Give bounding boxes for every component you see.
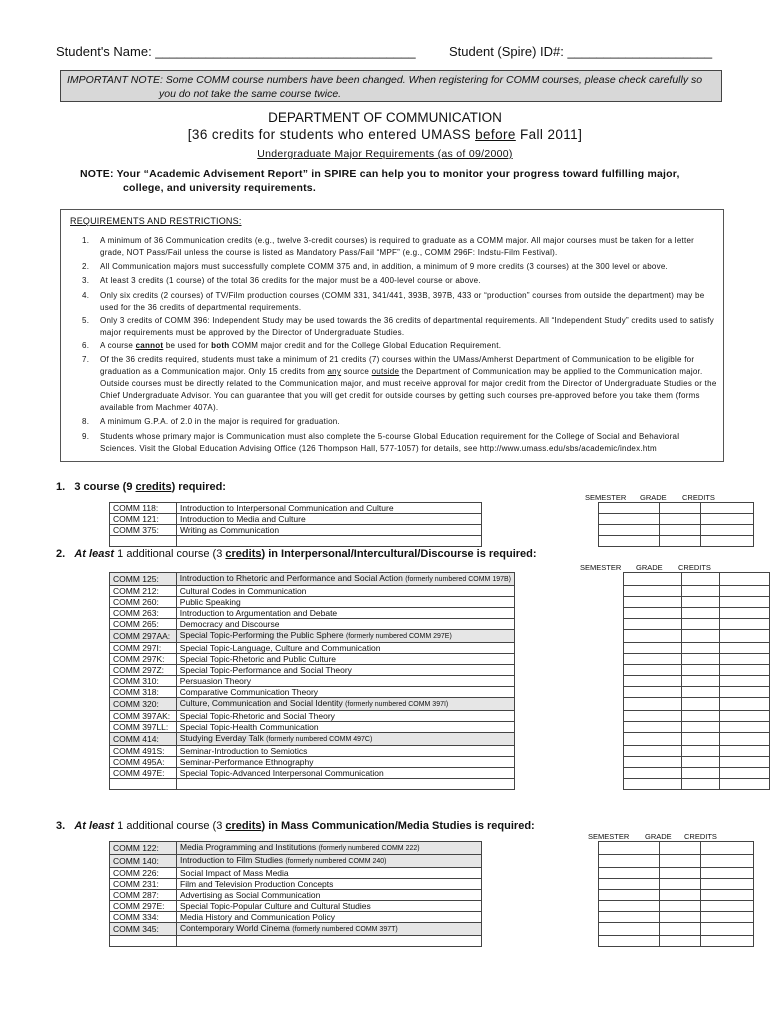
course-row bbox=[110, 586, 770, 597]
course-row bbox=[110, 923, 754, 936]
former-number-note: (formerly numbered COMM 240) bbox=[285, 858, 387, 865]
semester-cell[interactable] bbox=[624, 687, 681, 698]
course-code: COMM 297Z: bbox=[110, 665, 177, 676]
credits-cell[interactable] bbox=[720, 573, 770, 586]
semester-column-header: SEMESTER bbox=[588, 832, 630, 841]
grade-cell[interactable] bbox=[681, 676, 720, 687]
semester-cell[interactable] bbox=[599, 890, 660, 901]
credits-cell[interactable] bbox=[720, 665, 770, 676]
course-code: COMM 140: bbox=[110, 855, 177, 868]
grade-cell[interactable] bbox=[681, 733, 720, 746]
empty-cell bbox=[482, 936, 599, 947]
spacer bbox=[515, 722, 624, 733]
spacer bbox=[515, 654, 624, 665]
semester-cell[interactable] bbox=[624, 733, 681, 746]
course-row bbox=[110, 573, 770, 586]
course-name: Social Impact of Mass Media bbox=[177, 868, 482, 879]
course-code: COMM 345: bbox=[110, 923, 177, 936]
course-name: Special Topic-Rhetoric and Social Theory bbox=[176, 711, 514, 722]
requirement-item: 9. Students whose primary major is Communication must also complete the 5-course Global Education requirement for the College of Social and Behavioral Sciences. Visit the Global Education Advising Office (126 Thompson Hall, 577-1057) for details, see http://www.umass.edu/sbs/academic/index.htm bbox=[82, 432, 680, 453]
requirement-item: 2. All Communication majors must successfully complete COMM 375 and, in addition, a minimum of 9 more credits (3 courses) at the 300 level or above. bbox=[82, 262, 669, 271]
course-name: Special Topic-Health Communication bbox=[176, 722, 514, 733]
spacer bbox=[482, 525, 599, 536]
course-name: Special Topic-Language, Culture and Communication bbox=[176, 643, 514, 654]
course-code: COMM 297K: bbox=[110, 654, 177, 665]
semester-cell[interactable] bbox=[624, 654, 681, 665]
empty-cell bbox=[177, 536, 482, 547]
empty-cell bbox=[701, 936, 754, 947]
empty-cell bbox=[515, 779, 624, 790]
course-code: COMM 320: bbox=[110, 698, 177, 711]
former-number-note: (formerly numbered COMM 397T) bbox=[292, 926, 398, 933]
grade-cell[interactable] bbox=[660, 514, 701, 525]
requirement-item: 1. A minimum of 36 Communication credits (e.g., twelve 3-credit courses) is required to graduate as a COMM major. All major courses must be taken for a letter grade, NOT Pass/Fail unless the course is listed as Mandatory Pass/Fail “MPF” (e.g., COMM 296F: Indstu-Film Festival). bbox=[82, 236, 695, 257]
semester-cell[interactable] bbox=[624, 573, 681, 586]
semester-cell[interactable] bbox=[624, 608, 681, 619]
credits-cell[interactable] bbox=[720, 597, 770, 608]
grade-cell[interactable] bbox=[681, 687, 720, 698]
course-row bbox=[110, 711, 770, 722]
empty-cell bbox=[720, 779, 770, 790]
credits-cell[interactable] bbox=[720, 586, 770, 597]
course-row bbox=[110, 654, 770, 665]
course-code: COMM 122: bbox=[110, 842, 177, 855]
spacer bbox=[515, 757, 624, 768]
semester-cell[interactable] bbox=[624, 619, 681, 630]
grade-cell[interactable] bbox=[681, 608, 720, 619]
course-code: COMM 121: bbox=[110, 514, 177, 525]
spacer bbox=[482, 855, 599, 868]
empty-cell bbox=[681, 779, 720, 790]
course-row bbox=[110, 676, 770, 687]
empty-cell bbox=[660, 536, 701, 547]
semester-cell[interactable] bbox=[599, 855, 660, 868]
credits-cell[interactable] bbox=[701, 901, 754, 912]
credits-cell[interactable] bbox=[720, 768, 770, 779]
grade-cell[interactable] bbox=[660, 923, 701, 936]
course-code: COMM 397LL: bbox=[110, 722, 177, 733]
grade-cell[interactable] bbox=[681, 630, 720, 643]
spacer bbox=[482, 503, 599, 514]
course-code: COMM 497E: bbox=[110, 768, 177, 779]
empty-cell bbox=[110, 779, 177, 790]
empty-cell bbox=[599, 536, 660, 547]
course-name: Introduction to Media and Culture bbox=[177, 514, 482, 525]
spacer bbox=[482, 912, 599, 923]
course-code: COMM 495A: bbox=[110, 757, 177, 768]
course-code: COMM 226: bbox=[110, 868, 177, 879]
spacer bbox=[515, 733, 624, 746]
requirement-item: 4. Only six credits (2 courses) of TV/Film production courses (COMM 331, 341/441, 393B, 397B, 433 or “production” courses from outside the department) may be used for the 36 credits of departmental requirements. bbox=[82, 291, 705, 312]
credits-cell[interactable] bbox=[701, 923, 754, 936]
course-row bbox=[110, 842, 754, 855]
course-code: COMM 260: bbox=[110, 597, 177, 608]
semester-cell[interactable] bbox=[624, 665, 681, 676]
grade-cell[interactable] bbox=[681, 711, 720, 722]
empty-cell bbox=[701, 536, 754, 547]
credits-cell[interactable] bbox=[701, 525, 754, 536]
grade-cell[interactable] bbox=[681, 665, 720, 676]
credits-cell[interactable] bbox=[701, 855, 754, 868]
semester-cell[interactable] bbox=[624, 768, 681, 779]
empty-cell bbox=[176, 779, 514, 790]
spacer bbox=[515, 768, 624, 779]
course-row bbox=[110, 698, 770, 711]
course-name: Cultural Codes in Communication bbox=[176, 586, 514, 597]
grade-column-header: GRADE bbox=[636, 563, 663, 572]
course-row bbox=[110, 901, 754, 912]
course-name: Contemporary World Cinema (formerly numbered COMM 397T) bbox=[177, 923, 482, 936]
student-name-field[interactable]: Student's Name: ____________________________________ bbox=[56, 44, 416, 59]
course-name: Culture, Communication and Social Identity (formerly numbered COMM 397I) bbox=[176, 698, 514, 711]
credits-cell[interactable] bbox=[720, 746, 770, 757]
credits-column-header: CREDITS bbox=[678, 563, 711, 572]
course-name: Introduction to Argumentation and Debate bbox=[176, 608, 514, 619]
course-name: Special Topic-Performance and Social Theory bbox=[176, 665, 514, 676]
former-number-note: (formerly numbered COMM 197B) bbox=[405, 576, 512, 583]
credits-cell[interactable] bbox=[701, 879, 754, 890]
semester-cell[interactable] bbox=[624, 722, 681, 733]
course-row bbox=[110, 890, 754, 901]
grade-cell[interactable] bbox=[681, 768, 720, 779]
course-name: Special Topic-Performing the Public Sphere (formerly numbered COMM 297E) bbox=[176, 630, 514, 643]
spacer bbox=[515, 711, 624, 722]
credits-cell[interactable] bbox=[701, 868, 754, 879]
semester-cell[interactable] bbox=[599, 514, 660, 525]
empty-cell bbox=[660, 936, 701, 947]
requirement-item: 3. At least 3 credits (1 course) of the total 36 credits for the major must be a 400-level course or above. bbox=[82, 276, 481, 285]
student-id-field[interactable]: Student (Spire) ID#: ____________________ bbox=[449, 44, 713, 59]
course-row bbox=[110, 643, 770, 654]
grade-cell[interactable] bbox=[660, 879, 701, 890]
course-code: COMM 287: bbox=[110, 890, 177, 901]
semester-cell[interactable] bbox=[599, 912, 660, 923]
course-code: COMM 334: bbox=[110, 912, 177, 923]
requirement-item: 5. Only 3 credits of COMM 396: Independent Study may be used towards the 36 credits of departmental requirements. All “Independent Study” credits used to satisfy major requirements must be approved by the Director of Undergraduate Studies. bbox=[82, 316, 715, 337]
section-1-heading: 1. 3 course (9 credits) required: bbox=[56, 481, 226, 493]
course-name: Comparative Communication Theory bbox=[176, 687, 514, 698]
spacer bbox=[515, 643, 624, 654]
semester-cell[interactable] bbox=[599, 868, 660, 879]
course-code: COMM 231: bbox=[110, 879, 177, 890]
empty-cell bbox=[177, 936, 482, 947]
course-row bbox=[110, 855, 754, 868]
credits-column-header: CREDITS bbox=[684, 832, 717, 841]
course-row bbox=[110, 514, 754, 525]
important-note bbox=[60, 70, 722, 102]
semester-cell[interactable] bbox=[624, 586, 681, 597]
course-code: COMM 397AK: bbox=[110, 711, 177, 722]
credits-cell[interactable] bbox=[720, 722, 770, 733]
important-note-line1: IMPORTANT NOTE: Some COMM course numbers have been changed. When registering for COMM courses, please check carefully so bbox=[67, 74, 703, 86]
empty-row bbox=[110, 936, 754, 947]
course-row bbox=[110, 619, 770, 630]
grade-cell[interactable] bbox=[660, 525, 701, 536]
empty-cell bbox=[624, 779, 681, 790]
semester-cell[interactable] bbox=[599, 923, 660, 936]
course-code: COMM 318: bbox=[110, 687, 177, 698]
course-row bbox=[110, 503, 754, 514]
credits-cell[interactable] bbox=[720, 676, 770, 687]
credits-cell[interactable] bbox=[701, 842, 754, 855]
semester-cell[interactable] bbox=[599, 842, 660, 855]
course-name: Special Topic-Rhetoric and Public Culture bbox=[176, 654, 514, 665]
course-name: Media Programming and Institutions (formerly numbered COMM 222) bbox=[177, 842, 482, 855]
spacer bbox=[482, 923, 599, 936]
spacer bbox=[482, 842, 599, 855]
grade-cell[interactable] bbox=[660, 868, 701, 879]
spacer bbox=[515, 746, 624, 757]
requirement-item: 7. Of the 36 credits required, students must take a minimum of 21 credits (7) courses within the UMass/Amherst Department of Communication to be eligible for graduation as a Communication major. Only 15 credits from any source outside the Department of Communication may be applied to the Communication major. Outside courses must be directly related to the Communication major, and must receive approval for major credit from the Director of Undergraduate Studies or the Chief Undergraduate Advisor. You can guarantee that you will get credit for outside courses by getting such courses pre-approved before you take them (forms available from Machmer 407A). bbox=[82, 355, 717, 412]
spacer bbox=[515, 687, 624, 698]
grade-cell[interactable] bbox=[681, 586, 720, 597]
grade-cell[interactable] bbox=[681, 698, 720, 711]
credits-cell[interactable] bbox=[720, 619, 770, 630]
course-row bbox=[110, 757, 770, 768]
credits-cell[interactable] bbox=[720, 733, 770, 746]
course-code: COMM 414: bbox=[110, 733, 177, 746]
grade-cell[interactable] bbox=[660, 842, 701, 855]
course-name: Media History and Communication Policy bbox=[177, 912, 482, 923]
empty-cell bbox=[110, 536, 177, 547]
semester-cell[interactable] bbox=[624, 597, 681, 608]
course-name: Advertising as Social Communication bbox=[177, 890, 482, 901]
grade-cell[interactable] bbox=[681, 597, 720, 608]
course-row bbox=[110, 608, 770, 619]
grade-cell[interactable] bbox=[660, 901, 701, 912]
former-number-note: (formerly numbered COMM 297E) bbox=[345, 633, 452, 640]
spacer bbox=[515, 630, 624, 643]
course-name: Writing as Communication bbox=[177, 525, 482, 536]
credits-cell[interactable] bbox=[720, 698, 770, 711]
empty-cell bbox=[599, 936, 660, 947]
course-code: COMM 297AA: bbox=[110, 630, 177, 643]
course-row bbox=[110, 746, 770, 757]
grade-cell[interactable] bbox=[660, 912, 701, 923]
former-number-note: (formerly numbered COMM 222) bbox=[318, 845, 420, 852]
course-name: Introduction to Interpersonal Communication and Culture bbox=[177, 503, 482, 514]
course-code: COMM 263: bbox=[110, 608, 177, 619]
credits-title: [36 credits for students who entered UMASS before Fall 2011] bbox=[187, 127, 583, 142]
spacer bbox=[482, 890, 599, 901]
course-name: Introduction to Film Studies (formerly numbered COMM 240) bbox=[177, 855, 482, 868]
course-code: COMM 212: bbox=[110, 586, 177, 597]
credits-cell[interactable] bbox=[720, 654, 770, 665]
semester-cell[interactable] bbox=[624, 711, 681, 722]
course-row bbox=[110, 912, 754, 923]
course-row bbox=[110, 733, 770, 746]
course-code: COMM 125: bbox=[110, 573, 177, 586]
grade-column-header: GRADE bbox=[640, 493, 667, 502]
course-code: COMM 297E: bbox=[110, 901, 177, 912]
spacer bbox=[515, 597, 624, 608]
requirement-item: 6. A course cannot be used for both COMM major credit and for the College Global Education Requirement. bbox=[82, 341, 502, 350]
grade-cell[interactable] bbox=[660, 503, 701, 514]
credits-cell[interactable] bbox=[720, 687, 770, 698]
credits-column-header: CREDITS bbox=[682, 493, 715, 502]
grade-cell[interactable] bbox=[681, 573, 720, 586]
semester-cell[interactable] bbox=[599, 879, 660, 890]
credits-cell[interactable] bbox=[720, 630, 770, 643]
course-code: COMM 310: bbox=[110, 676, 177, 687]
spacer bbox=[515, 665, 624, 676]
course-row bbox=[110, 768, 770, 779]
semester-cell[interactable] bbox=[599, 525, 660, 536]
credits-cell[interactable] bbox=[720, 608, 770, 619]
course-row bbox=[110, 525, 754, 536]
requirements-subtitle: Undergraduate Major Requirements (as of 09/2000) bbox=[257, 148, 513, 160]
semester-cell[interactable] bbox=[624, 698, 681, 711]
course-name: Film and Television Production Concepts bbox=[177, 879, 482, 890]
spacer bbox=[515, 608, 624, 619]
credits-cell[interactable] bbox=[720, 757, 770, 768]
semester-cell[interactable] bbox=[624, 630, 681, 643]
section-2-table bbox=[109, 572, 770, 790]
grade-cell[interactable] bbox=[681, 757, 720, 768]
course-row bbox=[110, 879, 754, 890]
spacer bbox=[482, 514, 599, 525]
course-row bbox=[110, 597, 770, 608]
spacer bbox=[515, 573, 624, 586]
advisement-note: NOTE: Your “Academic Advisement Report” in SPIRE can help you to monitor your progress toward fulfilling major, college, and university requirements. bbox=[80, 168, 680, 194]
credits-cell[interactable] bbox=[701, 503, 754, 514]
semester-cell[interactable] bbox=[624, 757, 681, 768]
course-row bbox=[110, 630, 770, 643]
requirements-heading: REQUIREMENTS AND RESTRICTIONS: bbox=[70, 216, 242, 226]
course-name: Introduction to Rhetoric and Performance and Social Action (formerly numbered COMM 197B) bbox=[176, 573, 514, 586]
credits-cell[interactable] bbox=[720, 643, 770, 654]
semester-cell[interactable] bbox=[624, 643, 681, 654]
course-row bbox=[110, 665, 770, 676]
empty-cell bbox=[110, 936, 177, 947]
empty-row bbox=[110, 779, 770, 790]
spacer bbox=[482, 901, 599, 912]
semester-column-header: SEMESTER bbox=[585, 493, 627, 502]
course-name: Public Speaking bbox=[176, 597, 514, 608]
important-note-line2: you do not take the same course twice. bbox=[159, 88, 342, 100]
section-3-table bbox=[109, 841, 754, 947]
spacer bbox=[515, 619, 624, 630]
course-row bbox=[110, 722, 770, 733]
spacer bbox=[515, 698, 624, 711]
course-code: COMM 375: bbox=[110, 525, 177, 536]
course-name: Persuasion Theory bbox=[176, 676, 514, 687]
grade-cell[interactable] bbox=[681, 746, 720, 757]
section-1-table bbox=[109, 502, 754, 547]
course-code: COMM 297I: bbox=[110, 643, 177, 654]
grade-cell[interactable] bbox=[681, 654, 720, 665]
former-number-note: (formerly numbered COMM 497C) bbox=[266, 736, 373, 743]
course-code: COMM 118: bbox=[110, 503, 177, 514]
course-name: Seminar-Introduction to Semiotics bbox=[176, 746, 514, 757]
grade-cell[interactable] bbox=[681, 643, 720, 654]
course-code: COMM 491S: bbox=[110, 746, 177, 757]
course-code: COMM 265: bbox=[110, 619, 177, 630]
requirement-item: 8. A minimum G.P.A. of 2.0 in the major is required for graduation. bbox=[82, 417, 340, 426]
grade-cell[interactable] bbox=[660, 890, 701, 901]
grade-cell[interactable] bbox=[681, 722, 720, 733]
spacer bbox=[482, 879, 599, 890]
credits-cell[interactable] bbox=[701, 890, 754, 901]
course-name: Seminar-Performance Ethnography bbox=[176, 757, 514, 768]
course-name: Special Topic-Advanced Interpersonal Communication bbox=[176, 768, 514, 779]
credits-cell[interactable] bbox=[720, 711, 770, 722]
credits-cell[interactable] bbox=[701, 514, 754, 525]
spacer bbox=[515, 586, 624, 597]
course-row bbox=[110, 687, 770, 698]
spacer bbox=[482, 868, 599, 879]
former-number-note: (formerly numbered COMM 397I) bbox=[345, 701, 449, 708]
semester-cell[interactable] bbox=[599, 503, 660, 514]
semester-cell[interactable] bbox=[599, 901, 660, 912]
empty-cell bbox=[482, 536, 599, 547]
empty-row bbox=[110, 536, 754, 547]
section-2-heading: 2. At least 1 additional course (3 credits) in Interpersonal/Intercultural/Discourse is required: bbox=[56, 548, 537, 560]
credits-cell[interactable] bbox=[701, 912, 754, 923]
course-name: Democracy and Discourse bbox=[176, 619, 514, 630]
course-row bbox=[110, 868, 754, 879]
semester-cell[interactable] bbox=[624, 676, 681, 687]
semester-column-header: SEMESTER bbox=[580, 563, 622, 572]
semester-cell[interactable] bbox=[624, 746, 681, 757]
spacer bbox=[515, 676, 624, 687]
grade-cell[interactable] bbox=[660, 855, 701, 868]
course-name: Studying Everday Talk (formerly numbered COMM 497C) bbox=[176, 733, 514, 746]
grade-column-header: GRADE bbox=[645, 832, 672, 841]
course-name: Special Topic-Popular Culture and Cultural Studies bbox=[177, 901, 482, 912]
grade-cell[interactable] bbox=[681, 619, 720, 630]
section-3-heading: 3. At least 1 additional course (3 credits) in Mass Communication/Media Studies is required: bbox=[56, 820, 535, 832]
department-title: DEPARTMENT OF COMMUNICATION bbox=[268, 110, 502, 125]
